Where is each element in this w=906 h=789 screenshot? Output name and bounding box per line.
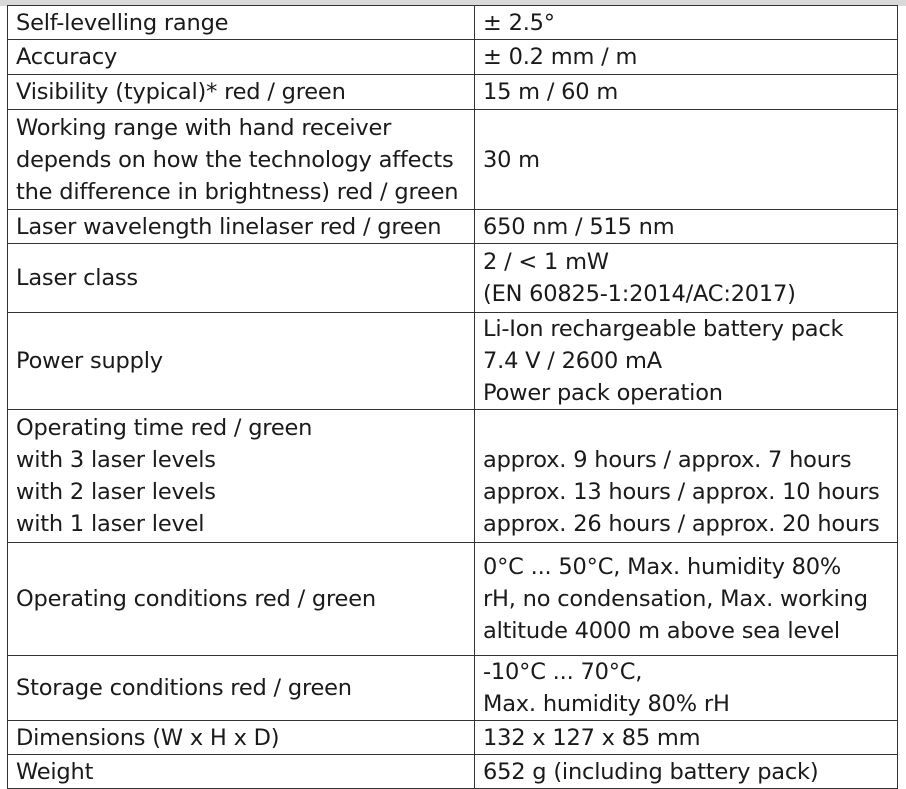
specifications-table xyxy=(7,5,898,789)
spec-value-cell xyxy=(475,110,898,210)
spec-value-cell xyxy=(475,656,898,721)
table-row xyxy=(8,6,898,40)
spec-value-cell xyxy=(475,721,898,755)
spec-label: Visibility (typical)* red / green xyxy=(16,79,346,105)
spec-label-cell xyxy=(8,75,475,110)
spec-label-cell xyxy=(8,244,475,313)
spec-label-cell xyxy=(8,543,475,656)
spec-label-cell xyxy=(8,721,475,755)
spec-value: 132 x 127 x 85 mm xyxy=(483,724,701,751)
spec-label: Power supply xyxy=(16,348,163,374)
spec-label-cell xyxy=(8,40,475,75)
spec-value: ± 2.5° xyxy=(483,9,555,36)
spec-value: 7.4 V / 2600 mA xyxy=(483,348,662,374)
spec-value: altitude 4000 m above sea level xyxy=(483,618,840,644)
spec-value-cell xyxy=(475,755,898,789)
table-row xyxy=(8,313,898,410)
spec-value: ± 0.2 mm / m xyxy=(483,44,638,70)
table-row xyxy=(8,410,898,543)
spec-label-cell xyxy=(8,110,475,210)
spec-value: 30 m xyxy=(483,146,540,173)
table-row xyxy=(8,75,898,110)
spec-value-cell xyxy=(475,75,898,110)
spec-value-cell xyxy=(475,40,898,75)
spec-label: with 3 laser levels xyxy=(16,447,216,473)
spec-value: rH, no condensation, Max. working xyxy=(483,586,868,612)
table-row xyxy=(8,543,898,656)
table-row xyxy=(8,656,898,721)
spec-value: Max. humidity 80% rH xyxy=(483,691,730,717)
spec-label: the difference in brightness) red / green xyxy=(16,178,459,205)
spec-value: 652 g (including battery pack) xyxy=(483,758,819,785)
spec-label-cell xyxy=(8,313,475,410)
spec-label: Laser class xyxy=(16,265,138,291)
spec-label: Weight xyxy=(16,758,94,785)
spec-label-cell xyxy=(8,656,475,721)
spec-value-cell xyxy=(475,244,898,313)
spec-value: 0°C ... 50°C, Max. humidity 80% xyxy=(483,554,842,580)
spec-value: 15 m / 60 m xyxy=(483,79,619,105)
spec-value: Li-Ion rechargeable battery pack xyxy=(483,316,844,342)
spec-label: Laser wavelength linelaser red / green xyxy=(16,213,442,240)
spec-label: Accuracy xyxy=(16,44,118,70)
table-row xyxy=(8,210,898,244)
spec-value xyxy=(483,412,897,444)
spec-value: approx. 13 hours / approx. 10 hours xyxy=(483,479,880,505)
spec-label-cell xyxy=(8,410,475,543)
spec-value: approx. 26 hours / approx. 20 hours xyxy=(483,511,880,537)
table-row xyxy=(8,110,898,210)
spec-value-cell xyxy=(475,410,898,543)
spec-label: Operating conditions red / green xyxy=(16,586,376,612)
spec-value-cell xyxy=(475,543,898,656)
table-row xyxy=(8,40,898,75)
spec-label-cell xyxy=(8,210,475,244)
table-row xyxy=(8,244,898,313)
spec-value: Power pack operation xyxy=(483,380,723,406)
spec-value: approx. 9 hours / approx. 7 hours xyxy=(483,447,852,473)
spec-label-cell xyxy=(8,6,475,40)
spec-label: Working range with hand receiver xyxy=(16,114,392,141)
spec-value: (EN 60825-1:2014/AC:2017) xyxy=(483,281,796,307)
spec-value: 650 nm / 515 nm xyxy=(483,213,675,240)
spec-value: -10°C ... 70°C, xyxy=(483,659,643,685)
spec-value: 2 / < 1 mW xyxy=(483,249,609,275)
spec-value-cell xyxy=(475,210,898,244)
table-row xyxy=(8,755,898,789)
spec-label: depends on how the technology affects xyxy=(16,146,454,173)
spec-label: Operating time red / green xyxy=(16,415,313,441)
spec-value-cell xyxy=(475,6,898,40)
spec-label: with 1 laser level xyxy=(16,511,205,537)
spec-label: Storage conditions red / green xyxy=(16,675,352,701)
spec-value-cell xyxy=(475,313,898,410)
spec-label: Self-levelling range xyxy=(16,9,229,36)
spec-label: with 2 laser levels xyxy=(16,479,216,505)
table-row xyxy=(8,721,898,755)
spec-label: Dimensions (W x H x D) xyxy=(16,724,280,751)
spec-label-cell xyxy=(8,755,475,789)
